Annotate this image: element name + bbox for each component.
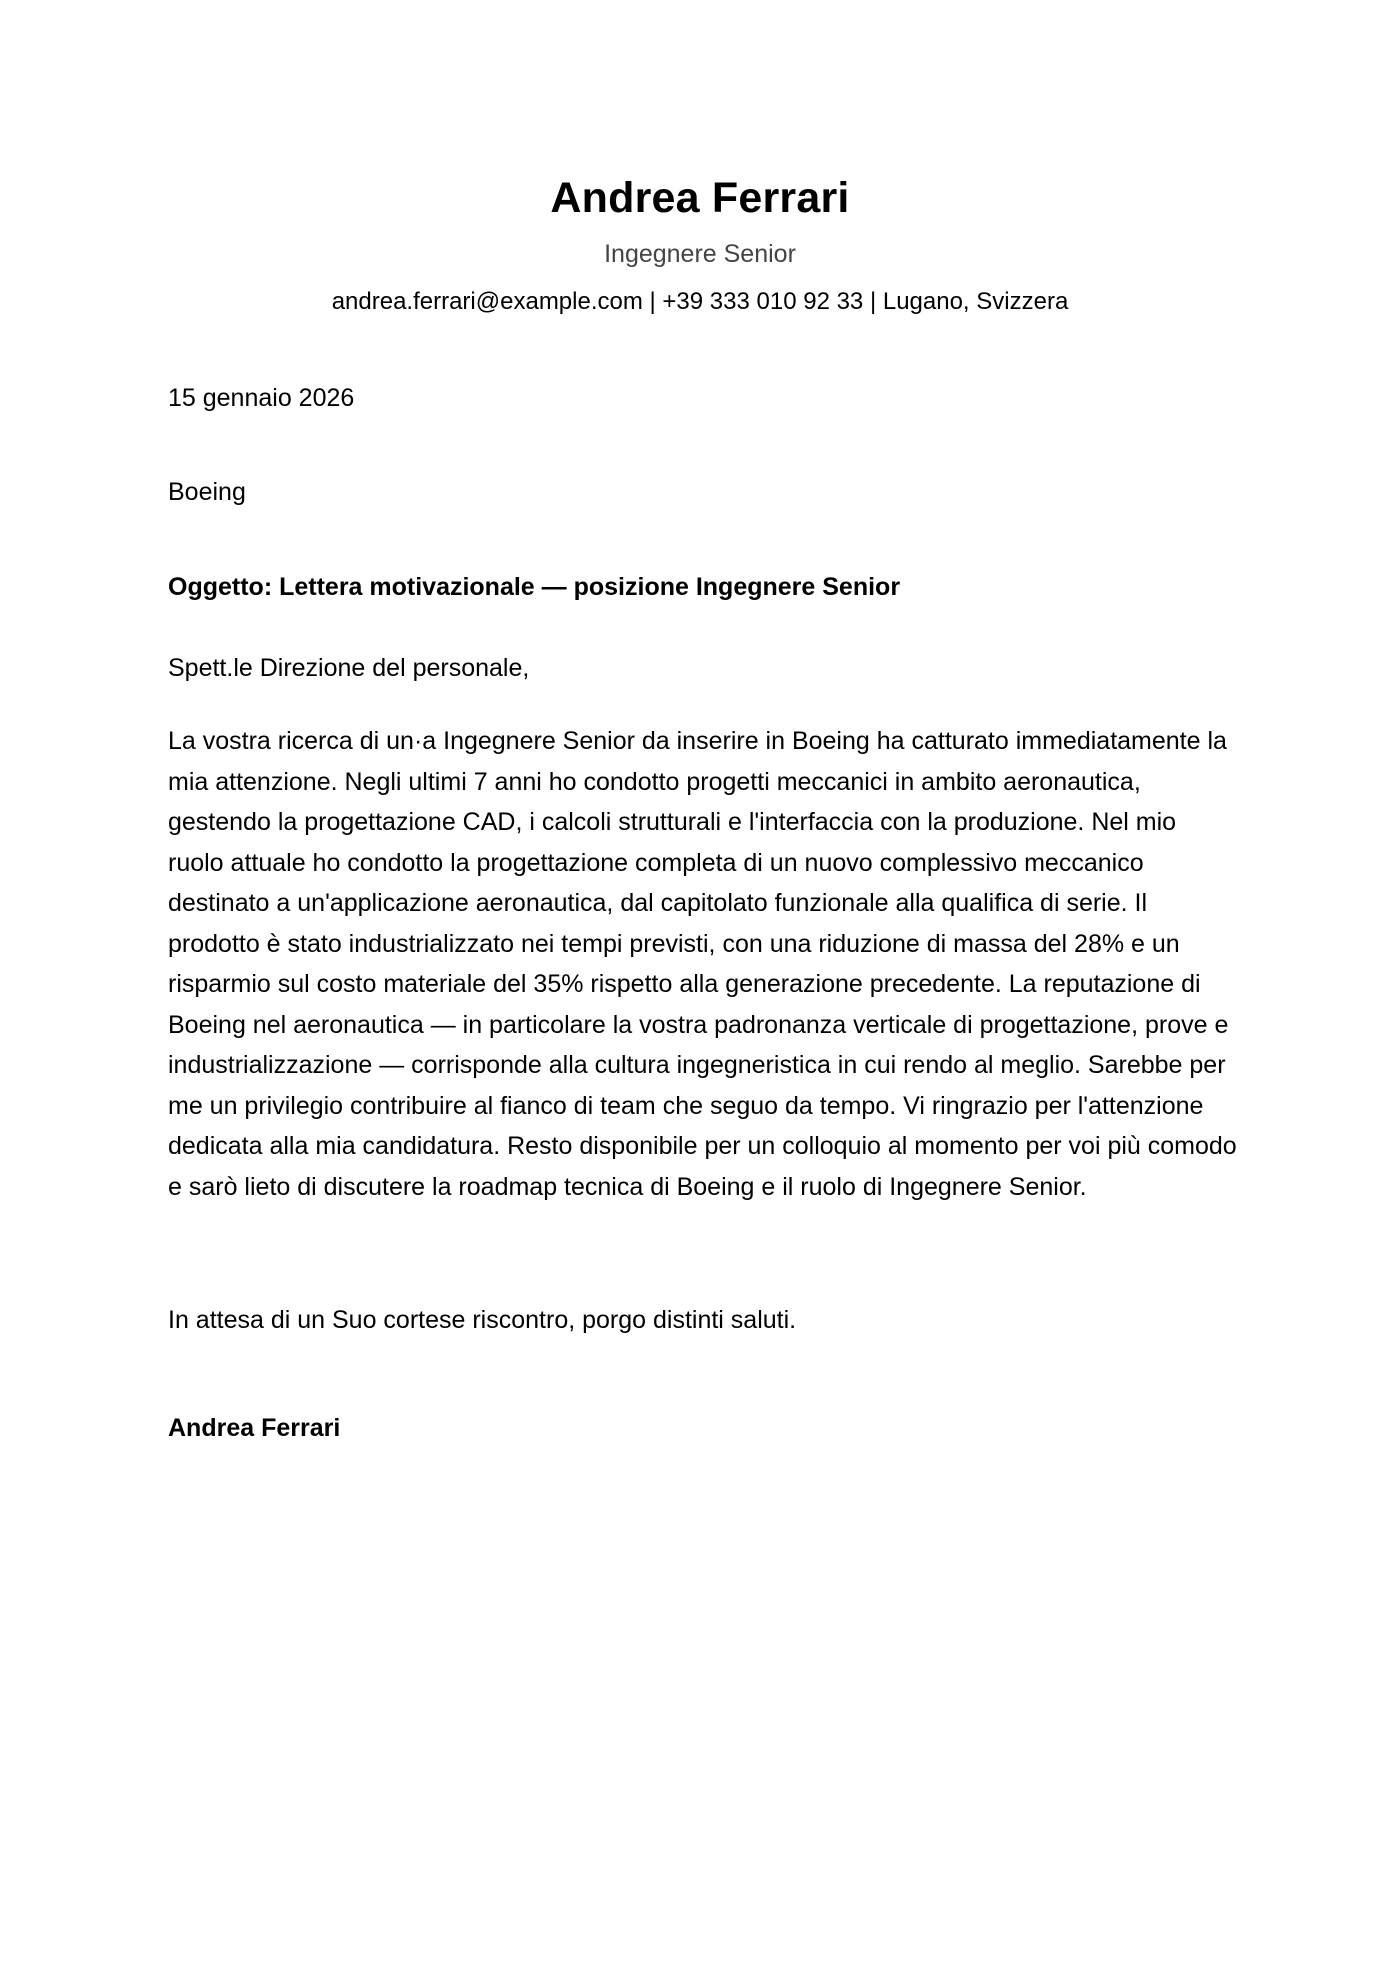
letter-body-paragraph: La vostra ricerca di un·a Ingegnere Senior da inserire in Boeing ha catturato immediatamente la mia attenzione. Negli ultimi 7 anni ho condotto progetti meccanici in ambito aeronautica, gestendo la progettazione CAD, i calcoli strutturali e l'interfaccia con la produzione. Nel mio ruolo attuale ho condotto la progettazione completa di un nuovo complessivo meccanico destinato a un'applicazione aeronautica, dal capitolato funzionale alla qualifica di serie. Il prodotto è stato industrializzato nei tempi previsti, con una riduzione di massa del 28% e un risparmio sul costo materiale del 35% rispetto alla generazione precedente. La reputazione di Boeing nel aeronautica — in particolare la vostra padronanza verticale di progettazione, prove e industrializzazione — corrisponde alla cultura ingegneristica in cui rendo al meglio. Sarebbe per me un privilegio contribuire al fianco di team che seguo da tempo. Vi ringrazio per l'attenzione dedicata alla mia candidatura. Resto disponibile per un colloquio al momento per voi più comodo e sarò lieto di discutere la roadmap tecnica di Boeing e il ruolo di Ingegnere Senior. (168, 727, 1237, 1201)
letter-date: 15 gennaio 2026 (168, 384, 355, 412)
letter-closing: In attesa di un Suo cortese riscontro, porgo distinti saluti. (168, 1306, 797, 1334)
letter-subject: Oggetto: Lettera motivazionale — posizione Ingegnere Senior (168, 573, 901, 601)
recipient-name: Boeing (168, 478, 246, 506)
sender-name: Andrea Ferrari (550, 174, 850, 222)
letter-salutation: Spett.le Direzione del personale, (168, 654, 530, 682)
sender-title: Ingegnere Senior (604, 240, 796, 268)
sender-contact-line: andrea.ferrari@example.com | +39 333 010 92 33 | Lugano, Svizzera (331, 288, 1069, 315)
letter-signature: Andrea Ferrari (168, 1414, 341, 1442)
